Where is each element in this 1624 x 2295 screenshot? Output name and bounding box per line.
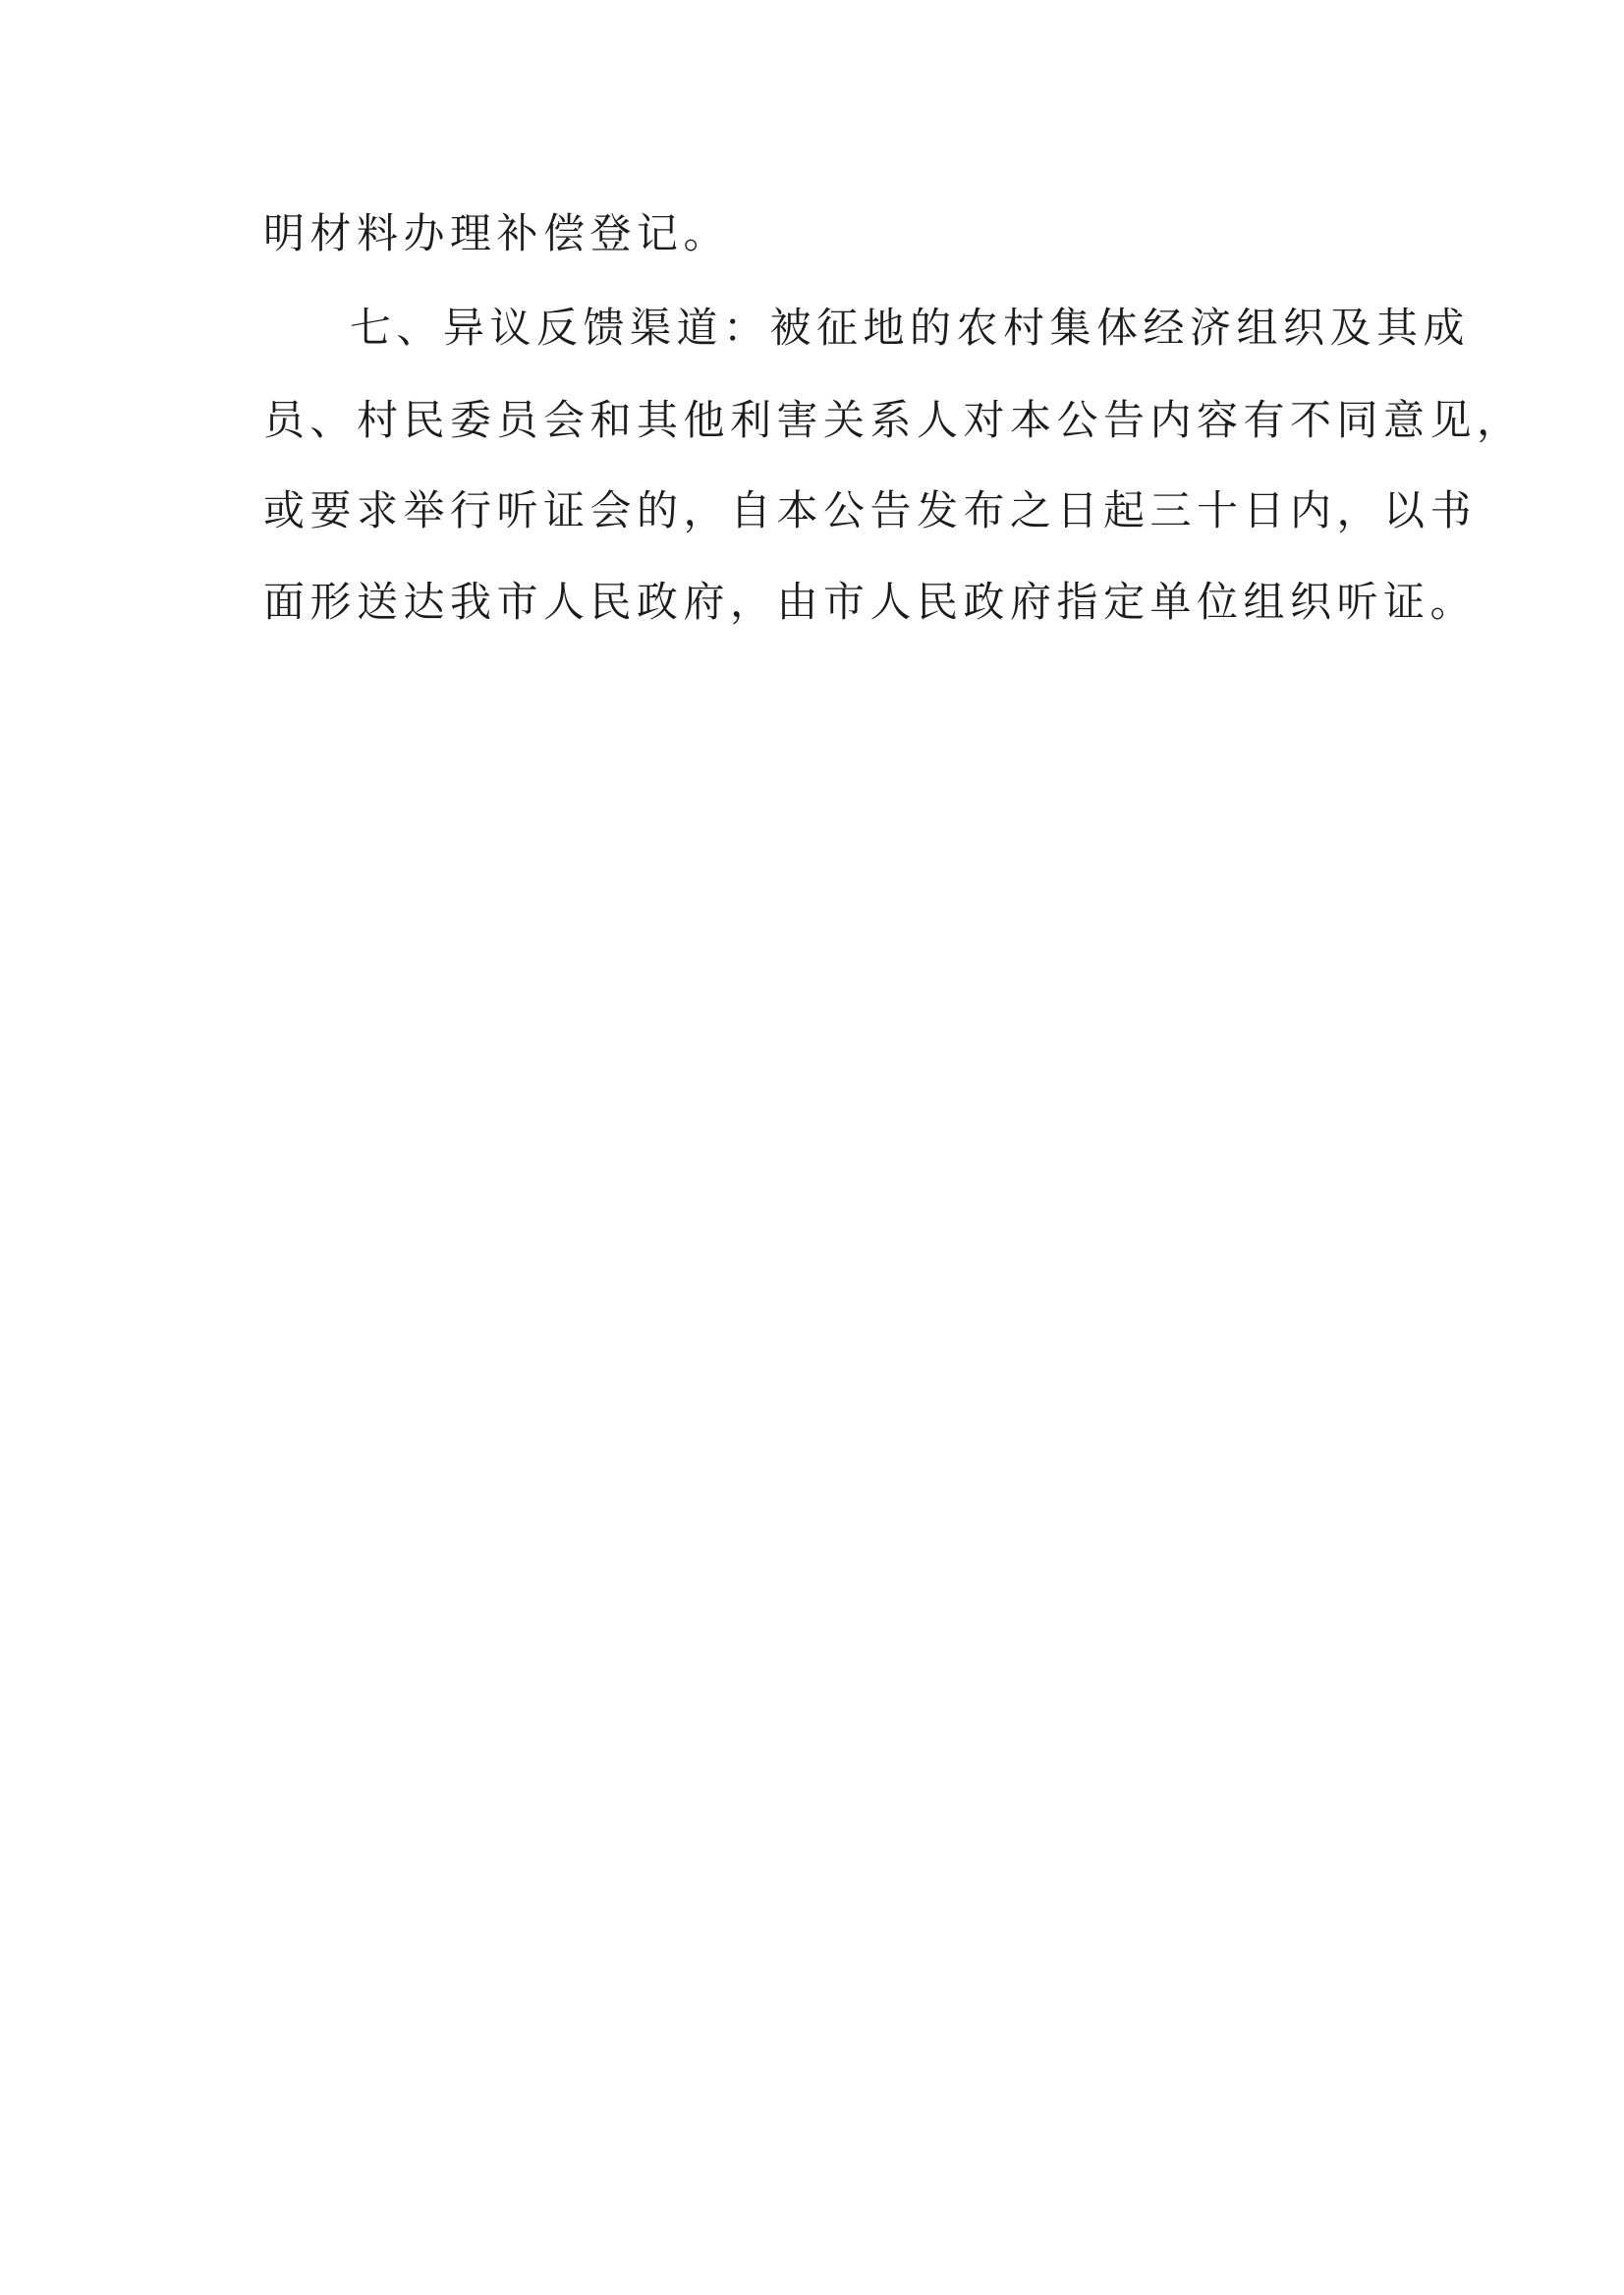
paragraph-line-4: 或要求举行听证会的，自本公告发布之日起三十日内，以书: [263, 486, 1478, 534]
paragraph-line-1: 明材料办理补偿登记。: [263, 209, 731, 257]
paragraph-line-5: 面形送达我市人民政府，由市人民政府指定单位组织听证。: [263, 578, 1478, 626]
paragraph-line-2: 七、异议反馈渠道：被征地的农村集体经济组织及其成: [350, 304, 1471, 352]
paragraph-line-3: 员、村民委员会和其他利害关系人对本公告内容有不同意见，: [263, 396, 1524, 444]
